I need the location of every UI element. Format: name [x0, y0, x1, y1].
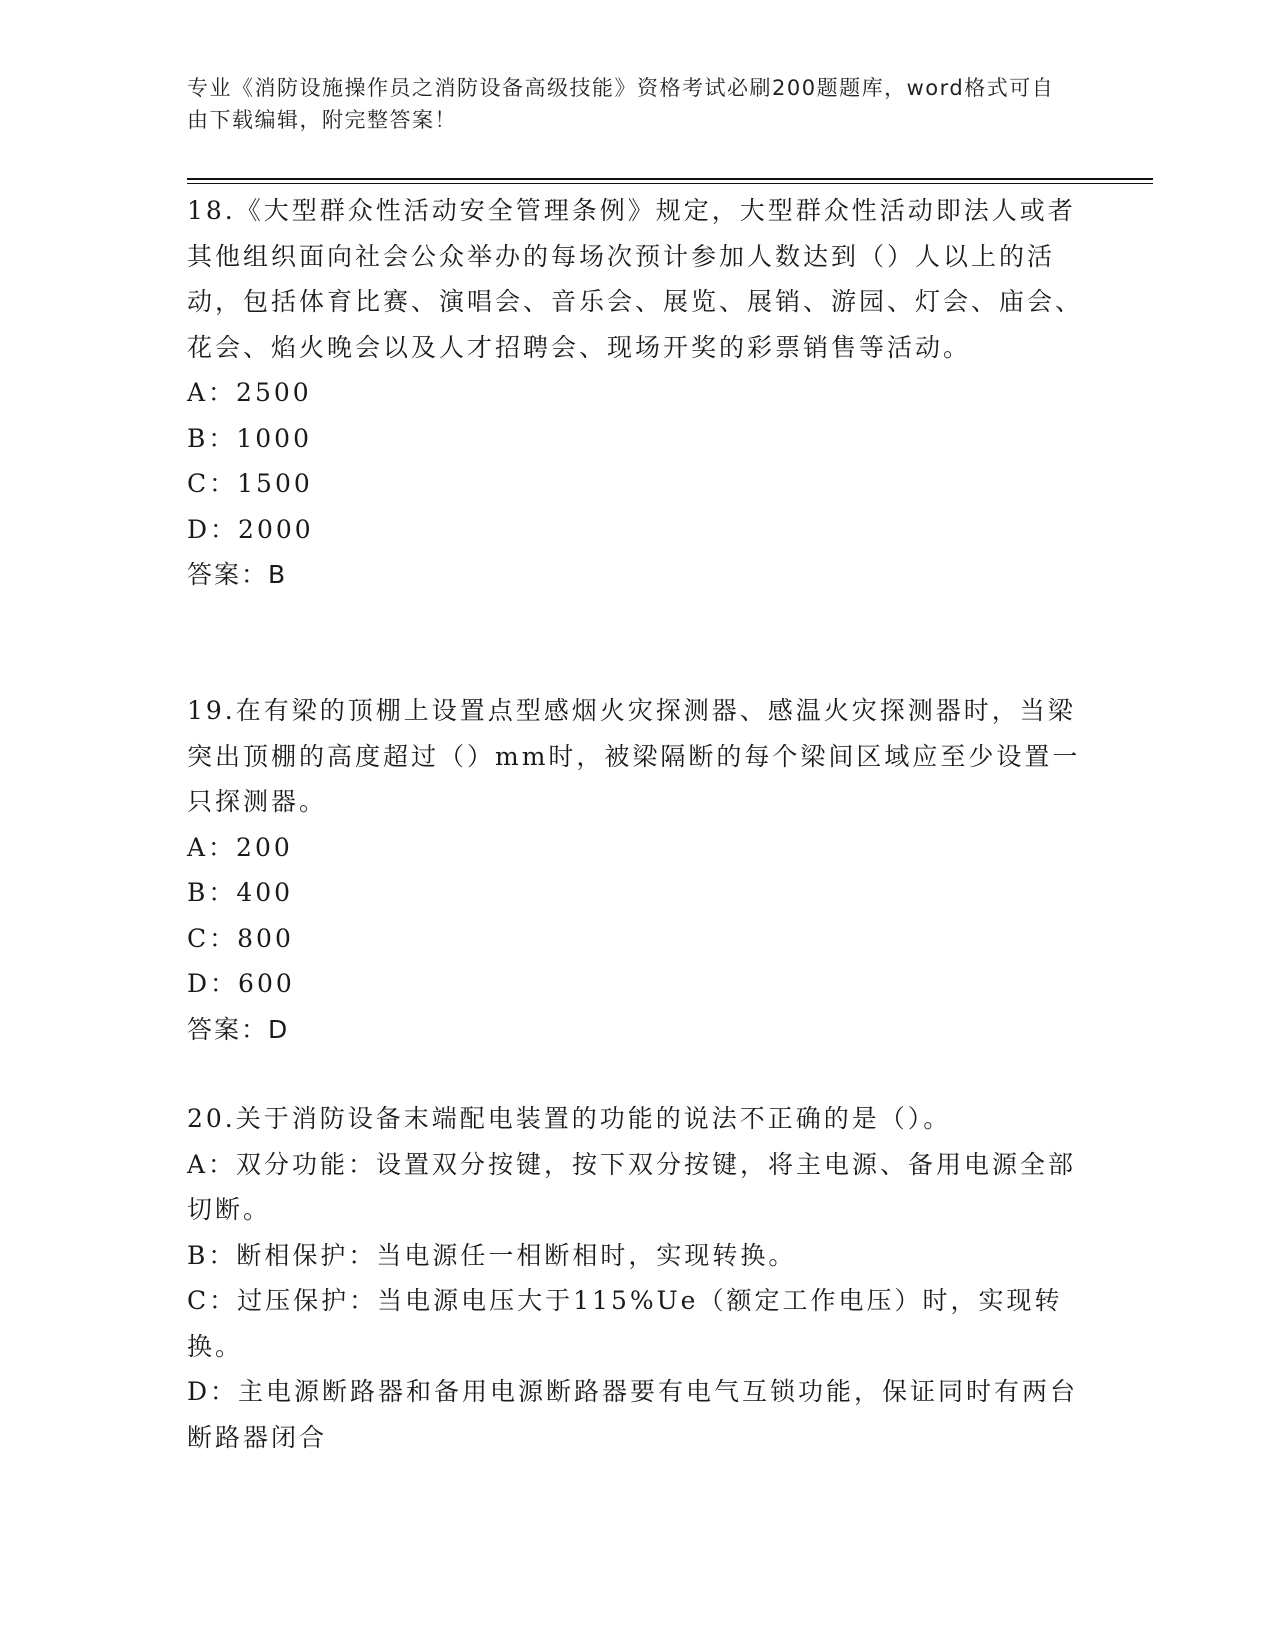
option-c: C：过压保护：当电源电压大于115%Ue（额定工作电压）时，实现转换。 — [187, 1286, 1063, 1361]
question-20 — [187, 1096, 1087, 1460]
header-rule-thick — [187, 178, 1153, 180]
option-d: D：2000 — [187, 514, 314, 544]
option-c: C：800 — [187, 923, 294, 953]
question-text: 18.《大型群众性活动安全管理条例》规定，大型群众性活动即法人或者其他组织面向社会公众举办的每场次预计参加人数达到（）人以上的活动，包括体育比赛、演唱会、音乐会、展览、展销、游园、灯会、庙会、花会、焰火晚会以及人才招聘会、现场开奖的彩票销售等活动。 — [187, 196, 1084, 362]
option-b: B：400 — [187, 878, 294, 907]
option-b: B：1000 — [187, 423, 312, 453]
question-text: 19.在有梁的顶棚上设置点型感烟火灾探测器、感温火灾探测器时，当梁突出顶棚的高度超过（）mm时，被梁隔断的每个梁间区域应至少设置一只探测器。 — [187, 696, 1081, 816]
option-c: C：1500 — [187, 469, 313, 498]
document-header: 专业《消防设施操作员之消防设备高级技能》资格考试必刷200题题库，word格式可自由下载编辑，附完整答案！ — [187, 76, 1055, 132]
question-18 — [187, 188, 1087, 598]
header-rule-thin — [187, 183, 1153, 184]
option-b: B：断相保护：当电源任一相断相时，实现转换。 — [187, 1240, 797, 1270]
option-d: D：主电源断路器和备用电源断路器要有电气互锁功能，保证同时有两台断路器闭合 — [187, 1377, 1079, 1452]
answer: 答案：D — [187, 1014, 290, 1044]
question-text: 20.关于消防设备末端配电装置的功能的说法不正确的是（）。 — [187, 1104, 952, 1133]
option-a: A：双分功能：设置双分按键，按下双分按键，将主电源、备用电源全部切断。 — [187, 1149, 1077, 1224]
option-a: A：200 — [187, 832, 293, 862]
option-d: D：600 — [187, 969, 295, 998]
answer: 答案：B — [187, 560, 288, 589]
question-19 — [187, 688, 1087, 1052]
option-a: A：2500 — [187, 378, 312, 407]
